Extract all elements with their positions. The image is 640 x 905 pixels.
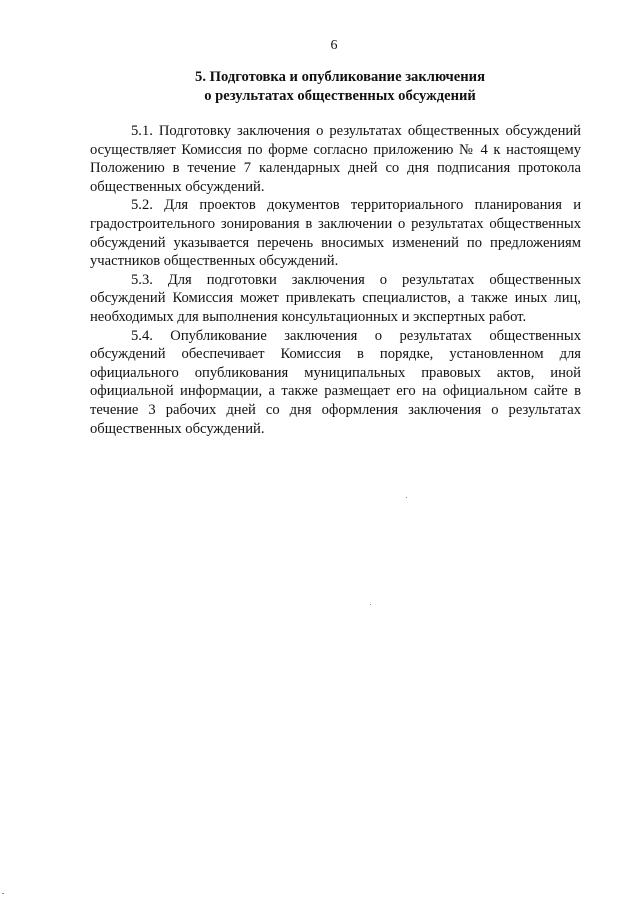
section-title-line-1: 5. Подготовка и опубликование заключения <box>195 69 485 85</box>
page-number: 6 <box>330 38 338 53</box>
paragraph-5-3: 5.3. Для подготовки заключения о результатах общественных обсуждений Комиссия может привлекать специалистов, а также иных лиц, необходимых для выполнения консультационных и экспертных работ. <box>90 271 581 325</box>
scan-speck <box>370 604 371 605</box>
section-body <box>90 122 581 438</box>
scan-speck <box>2 893 4 894</box>
section-title-line-2: о результатах общественных обсуждений <box>204 88 476 104</box>
paragraph-5-4: 5.4. Опубликование заключения о результатах общественных обсуждений обеспечивает Комиссия в порядке, установленном для официального опубликования муниципальных правовых актов, иной официальной информации, а также размещает его на официальном сайте в течение 3 рабочих дней со дня оформления заключения о результатах общественных обсуждений. <box>90 327 581 437</box>
section-heading <box>90 68 590 106</box>
scan-speck <box>406 497 407 498</box>
paragraph-5-1: 5.1. Подготовку заключения о результатах общественных обсуждений осуществляет Комиссия по форме согласно приложению № 4 к настоящему Положению в течение 7 календарных дней со дня подписания протокола общественных обсуждений. <box>90 123 581 195</box>
paragraph-5-2: 5.2. Для проектов документов территориального планирования и градостроительного зонирования в заключении о результатах общественных обсуждений указывается перечень вносимых изменений по предложениям участников общественных обсуждений. <box>90 197 581 270</box>
